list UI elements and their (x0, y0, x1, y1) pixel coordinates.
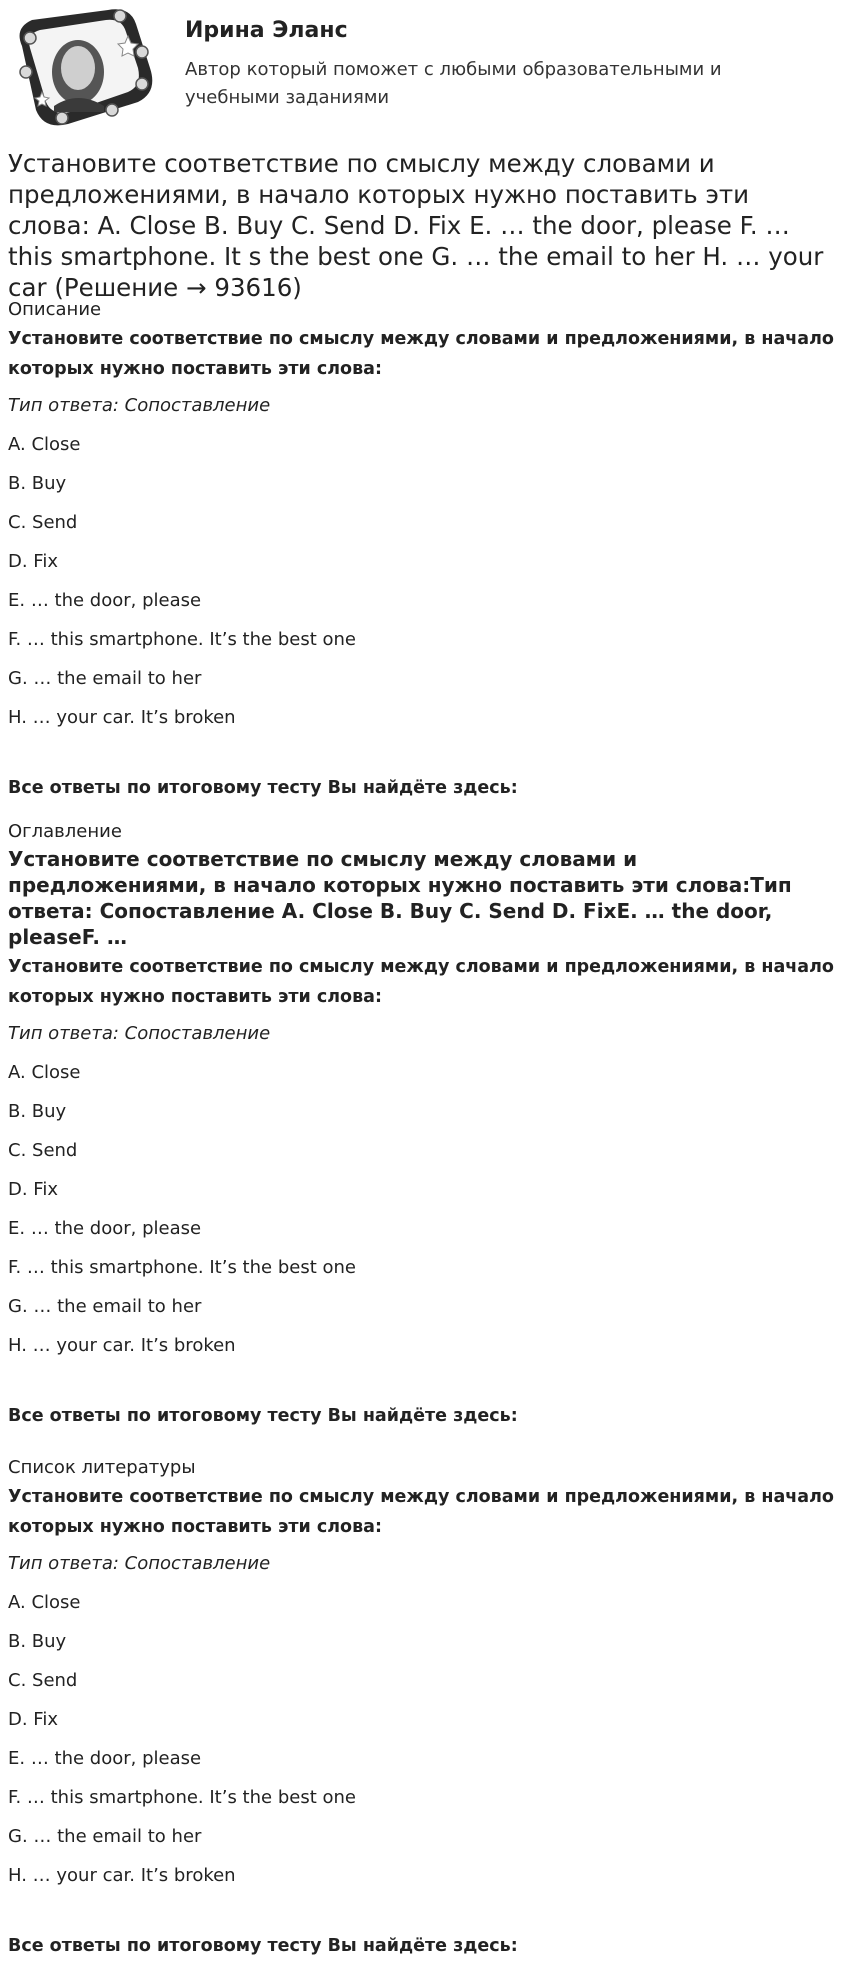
list-item: E. … the door, please (8, 1748, 202, 1769)
answers-note: Все ответы по итоговому тесту Вы найдёте здесь: (8, 1936, 518, 1956)
list-item: B. Buy (8, 1631, 67, 1652)
toc-heading-link[interactable]: Установите соответствие по смыслу между словами и предложениями, в начало которых нужно поставить эти слова:Тип ответа: Сопоставление A. Close B. Buy C. Send D. FixE. … the door, pleaseF. … (8, 847, 792, 949)
list-item: H. … your car. It’s broken (8, 707, 236, 728)
list-item: G. … the email to her (8, 1826, 202, 1847)
toc-section (8, 820, 838, 1428)
list-item: H. … your car. It’s broken (8, 1865, 236, 1886)
answer-type: Тип ответа: Сопоставление (8, 1553, 271, 1574)
description-section (8, 298, 838, 800)
list-item: B. Buy (8, 1101, 67, 1122)
list-item: C. Send (8, 1670, 78, 1691)
answers-note: Все ответы по итоговому тесту Вы найдёте здесь: (8, 1406, 518, 1426)
task-text: Установите соответствие по смыслу между словами и предложениями, в начало которых нужно поставить эти слова: (8, 957, 834, 1007)
answer-type: Тип ответа: Сопоставление (8, 395, 271, 416)
list-item: C. Send (8, 1140, 78, 1161)
avatar (8, 6, 158, 126)
section-label-toc: Оглавление (8, 821, 122, 842)
answer-type: Тип ответа: Сопоставление (8, 1023, 271, 1044)
list-item: E. … the door, please (8, 1218, 202, 1239)
list-item: C. Send (8, 512, 78, 533)
list-item: D. Fix (8, 1709, 59, 1730)
list-item: D. Fix (8, 1179, 59, 1200)
author-name[interactable]: Ирина Эланс (185, 18, 348, 43)
answers-note: Все ответы по итоговому тесту Вы найдёте здесь: (8, 778, 518, 798)
list-item: F. … this smartphone. It’s the best one (8, 1257, 356, 1278)
section-label-description: Описание (8, 299, 102, 320)
task-text: Установите соответствие по смыслу между словами и предложениями, в начало которых нужно поставить эти слова: (8, 329, 834, 379)
section-label-literature: Список литературы (8, 1457, 196, 1478)
list-item: D. Fix (8, 551, 59, 572)
list-item: G. … the email to her (8, 668, 202, 689)
avatar-image (8, 6, 158, 126)
list-item: F. … this smartphone. It’s the best one (8, 629, 356, 650)
list-item: E. … the door, please (8, 590, 202, 611)
author-description: Автор который поможет с любыми образовательными и учебными заданиями (185, 59, 722, 108)
list-item: A. Close (8, 1592, 81, 1613)
list-item: B. Buy (8, 473, 67, 494)
list-item: F. … this smartphone. It’s the best one (8, 1787, 356, 1808)
list-item: A. Close (8, 1062, 81, 1083)
list-item: A. Close (8, 434, 81, 455)
page-title: Установите соответствие по смыслу между словами и предложениями, в начало которых нужно поставить эти слова: A. Close B. Buy C. Send D. Fix E. … the door, please F. … this smartphone. It s the best one G. … the email to her H. … your car (Решение → 93616) (8, 149, 824, 302)
literature-section (8, 1456, 838, 1958)
task-text: Установите соответствие по смыслу между словами и предложениями, в начало которых нужно поставить эти слова: (8, 1487, 834, 1537)
author-card (8, 6, 838, 126)
list-item: G. … the email to her (8, 1296, 202, 1317)
list-item: H. … your car. It’s broken (8, 1335, 236, 1356)
